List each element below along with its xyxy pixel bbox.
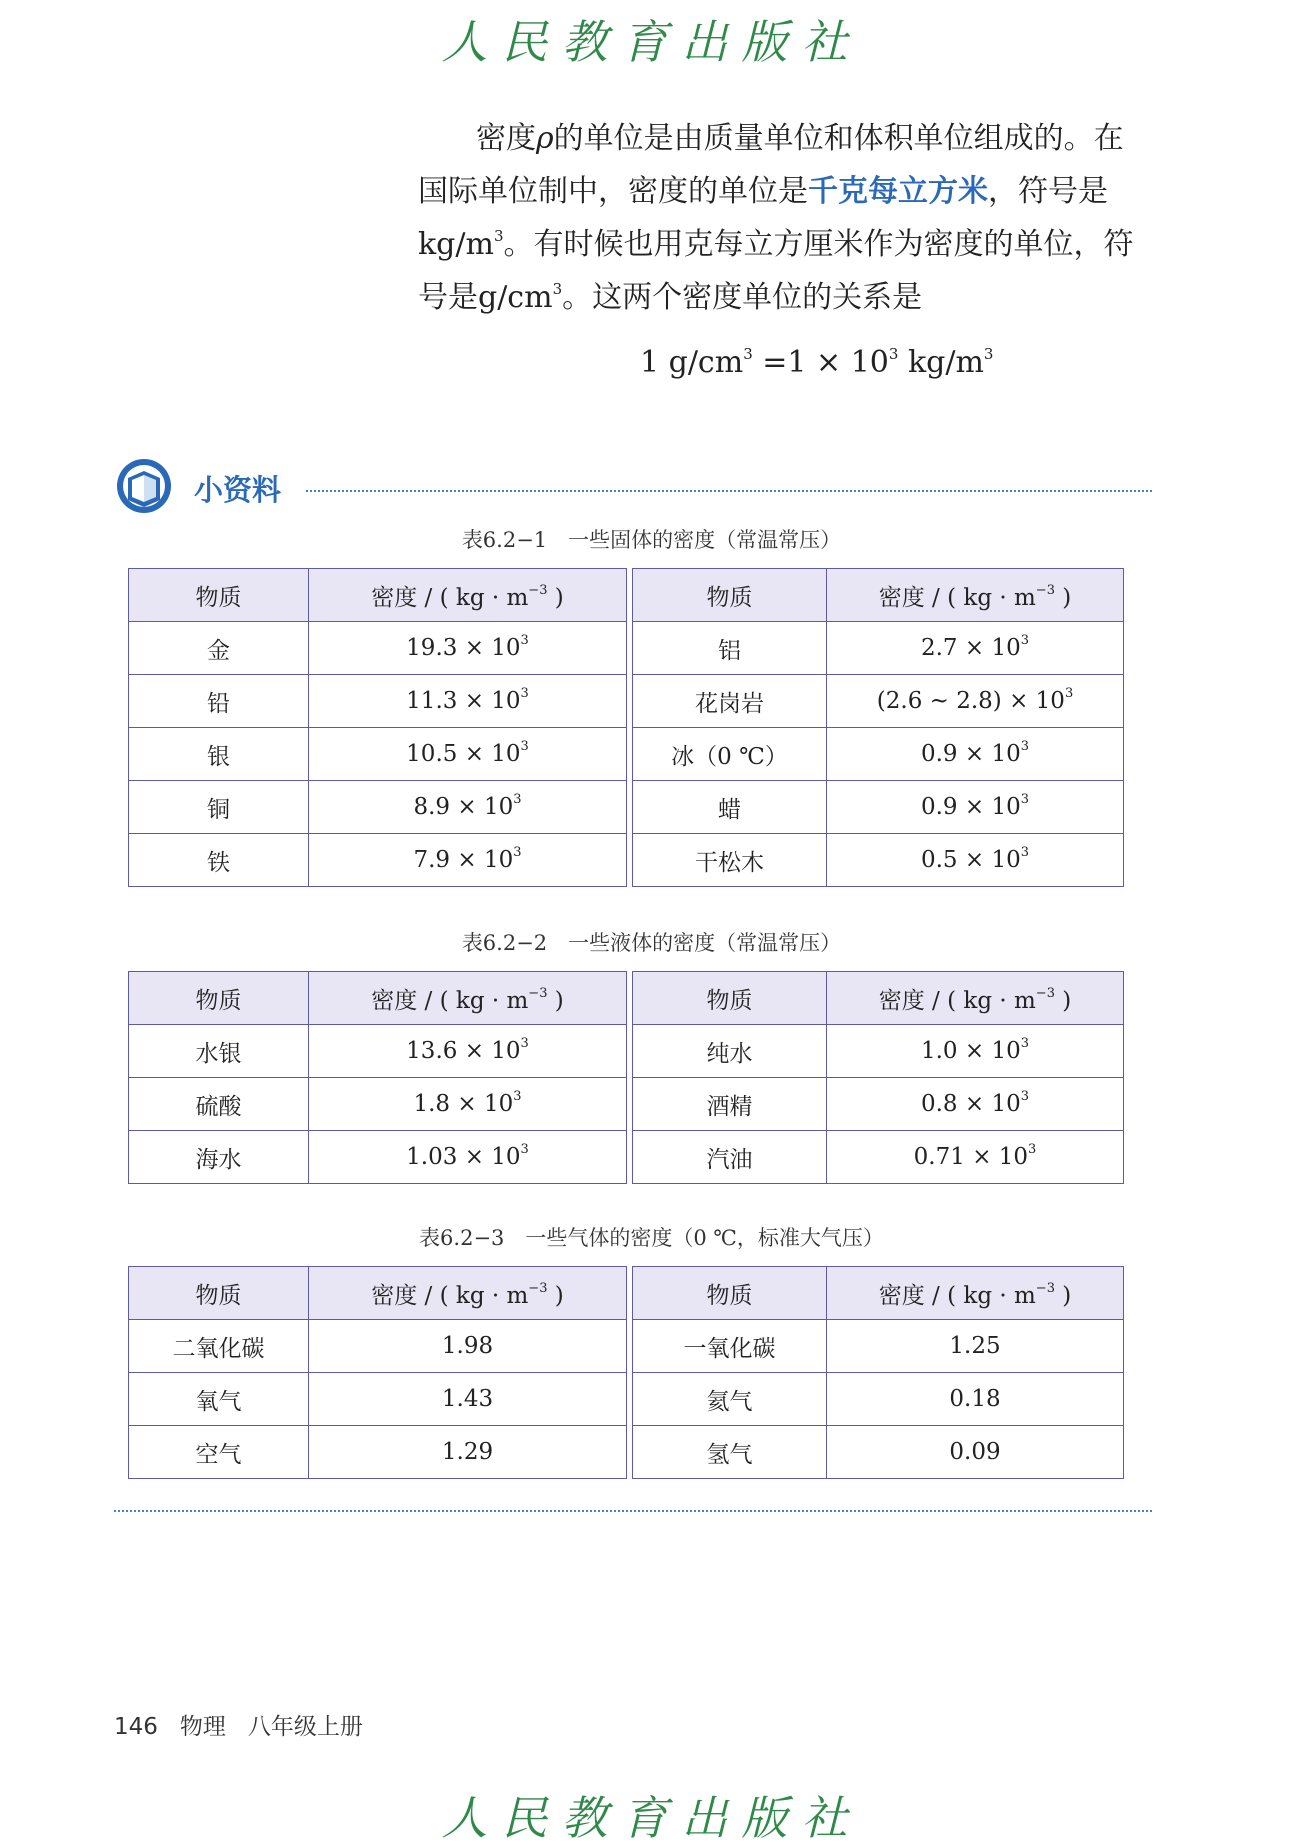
density-cell: 1.98 [309,1320,627,1373]
table-row [129,781,1124,834]
table-row [129,1320,1124,1373]
info-box-title: 小资料 [194,473,282,507]
density-cell: 1.25 [827,1320,1124,1373]
paragraph-text: ，符号是kg/m [418,174,1108,262]
substance-cell: 二氧化碳 [129,1320,309,1373]
table-row [129,675,1124,728]
key-term: 千克每立方米 [808,174,988,209]
table-row [129,1426,1124,1479]
table-row [129,622,1124,675]
substance-cell: 铜 [129,781,309,834]
substance-cell: 金 [129,622,309,675]
book-subject: 物理 [179,1714,226,1740]
table-header-row [129,1267,1124,1320]
table-row [129,1025,1124,1078]
solid-density-table [128,568,1124,887]
table-caption: 表6.2−2 一些液体的密度（常温常压） [461,931,842,955]
density-cell: $1.8 \times 10^3$ [309,1078,627,1131]
density-cell: $19.3 \times 10^3$ [309,622,627,675]
formula-part: =1 × 10 [752,345,889,380]
main-paragraph [418,112,1143,324]
density-cell: $0.71 \times 10^3$ [827,1131,1124,1184]
exponent: 3 [888,345,899,363]
table-header-row [129,972,1124,1025]
book-icon [114,456,174,516]
header-substance: 物质 [633,569,827,622]
table-row [129,728,1124,781]
substance-cell: 氦气 [633,1373,827,1426]
density-cell: $2.7 \times 10^3$ [827,622,1124,675]
substance-cell: 氢气 [633,1426,827,1479]
substance-cell: 氧气 [129,1373,309,1426]
header-density: 密度 / ( kg · $m^{-3}$ ) [827,1267,1124,1320]
density-cell: $8.9 \times 10^3$ [309,781,627,834]
table-caption: 表6.2−3 一些气体的密度（0 ℃，标准大气压） [419,1226,884,1250]
substance-cell: 蜡 [633,781,827,834]
density-cell: $1.03 \times 10^3$ [309,1131,627,1184]
liquid-density-table [128,971,1124,1184]
density-cell: $1.0 \times 10^3$ [827,1025,1124,1078]
paragraph-text: 。有时候也用克每立方厘米作为密度的单位，符号是g/cm [418,227,1134,315]
density-cell: $0.9 \times 10^3$ [827,781,1124,834]
rho-symbol: ρ [536,121,554,156]
formula-part: 1 g/cm [640,345,744,380]
exponent: 3 [493,227,504,245]
substance-cell: 一氧化碳 [633,1320,827,1373]
header-density: 密度 / ( kg · $m^{-3}$ ) [309,1267,627,1320]
table-row [129,1078,1124,1131]
table-row [129,834,1124,887]
substance-cell: 干松木 [633,834,827,887]
density-cell: (2.6 ~ $2.8) \times 10^3$ [827,675,1124,728]
density-cell: 1.29 [309,1426,627,1479]
substance-cell: 空气 [129,1426,309,1479]
paragraph-text: 。这两个密度单位的关系是 [562,280,923,315]
header-substance: 物质 [633,1267,827,1320]
substance-cell: 酒精 [633,1078,827,1131]
table-header-row [129,569,1124,622]
substance-cell: 纯水 [633,1025,827,1078]
density-cell: $10.5 \times 10^3$ [309,728,627,781]
page-number: 146 [114,1714,158,1740]
header-substance: 物质 [129,569,309,622]
substance-cell: 铁 [129,834,309,887]
exponent: 3 [552,280,563,298]
substance-cell: 水银 [129,1025,309,1078]
density-cell: $11.3 \times 10^3$ [309,675,627,728]
substance-cell: 冰（0 ℃） [633,728,827,781]
density-cell: $13.6 \times 10^3$ [309,1025,627,1078]
density-cell: $7.9 \times 10^3$ [309,834,627,887]
density-cell: 1.43 [309,1373,627,1426]
header-substance: 物质 [129,972,309,1025]
substance-cell: 银 [129,728,309,781]
info-box-top-divider [306,490,1152,492]
table-row [129,1373,1124,1426]
paragraph-text: 密度 [476,121,536,156]
header-density: 密度 / ( kg · $m^{-3}$ ) [309,972,627,1025]
density-cell: 0.09 [827,1426,1124,1479]
paragraph-text: 的单位是由质量单位和体积单位组成的。在国际单位制中，密度的单位是 [418,121,1124,209]
exponent: 3 [983,345,994,363]
book-grade: 八年级上册 [247,1714,363,1740]
table-row [129,1131,1124,1184]
substance-cell: 铅 [129,675,309,728]
gas-density-table [128,1266,1124,1479]
table-caption: 表6.2−1 一些固体的密度（常温常压） [461,528,842,552]
density-cell: $0.5 \times 10^3$ [827,834,1124,887]
page-footer [114,1708,385,1741]
substance-cell: 汽油 [633,1131,827,1184]
header-density: 密度 / ( kg · $m^{-3}$ ) [827,972,1124,1025]
exponent: 3 [743,345,753,363]
substance-cell: 铝 [633,622,827,675]
density-cell: 0.18 [827,1373,1124,1426]
publisher-header: 人民教育出版社 [441,15,862,69]
unit-formula [640,345,993,380]
density-cell: $0.8 \times 10^3$ [827,1078,1124,1131]
header-density: 密度 / ( kg · $m^{-3}$ ) [309,569,627,622]
header-substance: 物质 [633,972,827,1025]
substance-cell: 硫酸 [129,1078,309,1131]
header-density: 密度 / ( kg · $m^{-3}$ ) [827,569,1124,622]
header-substance: 物质 [129,1267,309,1320]
publisher-footer: 人民教育出版社 [441,1791,862,1845]
density-cell: $0.9 \times 10^3$ [827,728,1124,781]
substance-cell: 花岗岩 [633,675,827,728]
info-box-bottom-divider [114,1510,1152,1512]
substance-cell: 海水 [129,1131,309,1184]
formula-part: kg/m [898,345,984,380]
